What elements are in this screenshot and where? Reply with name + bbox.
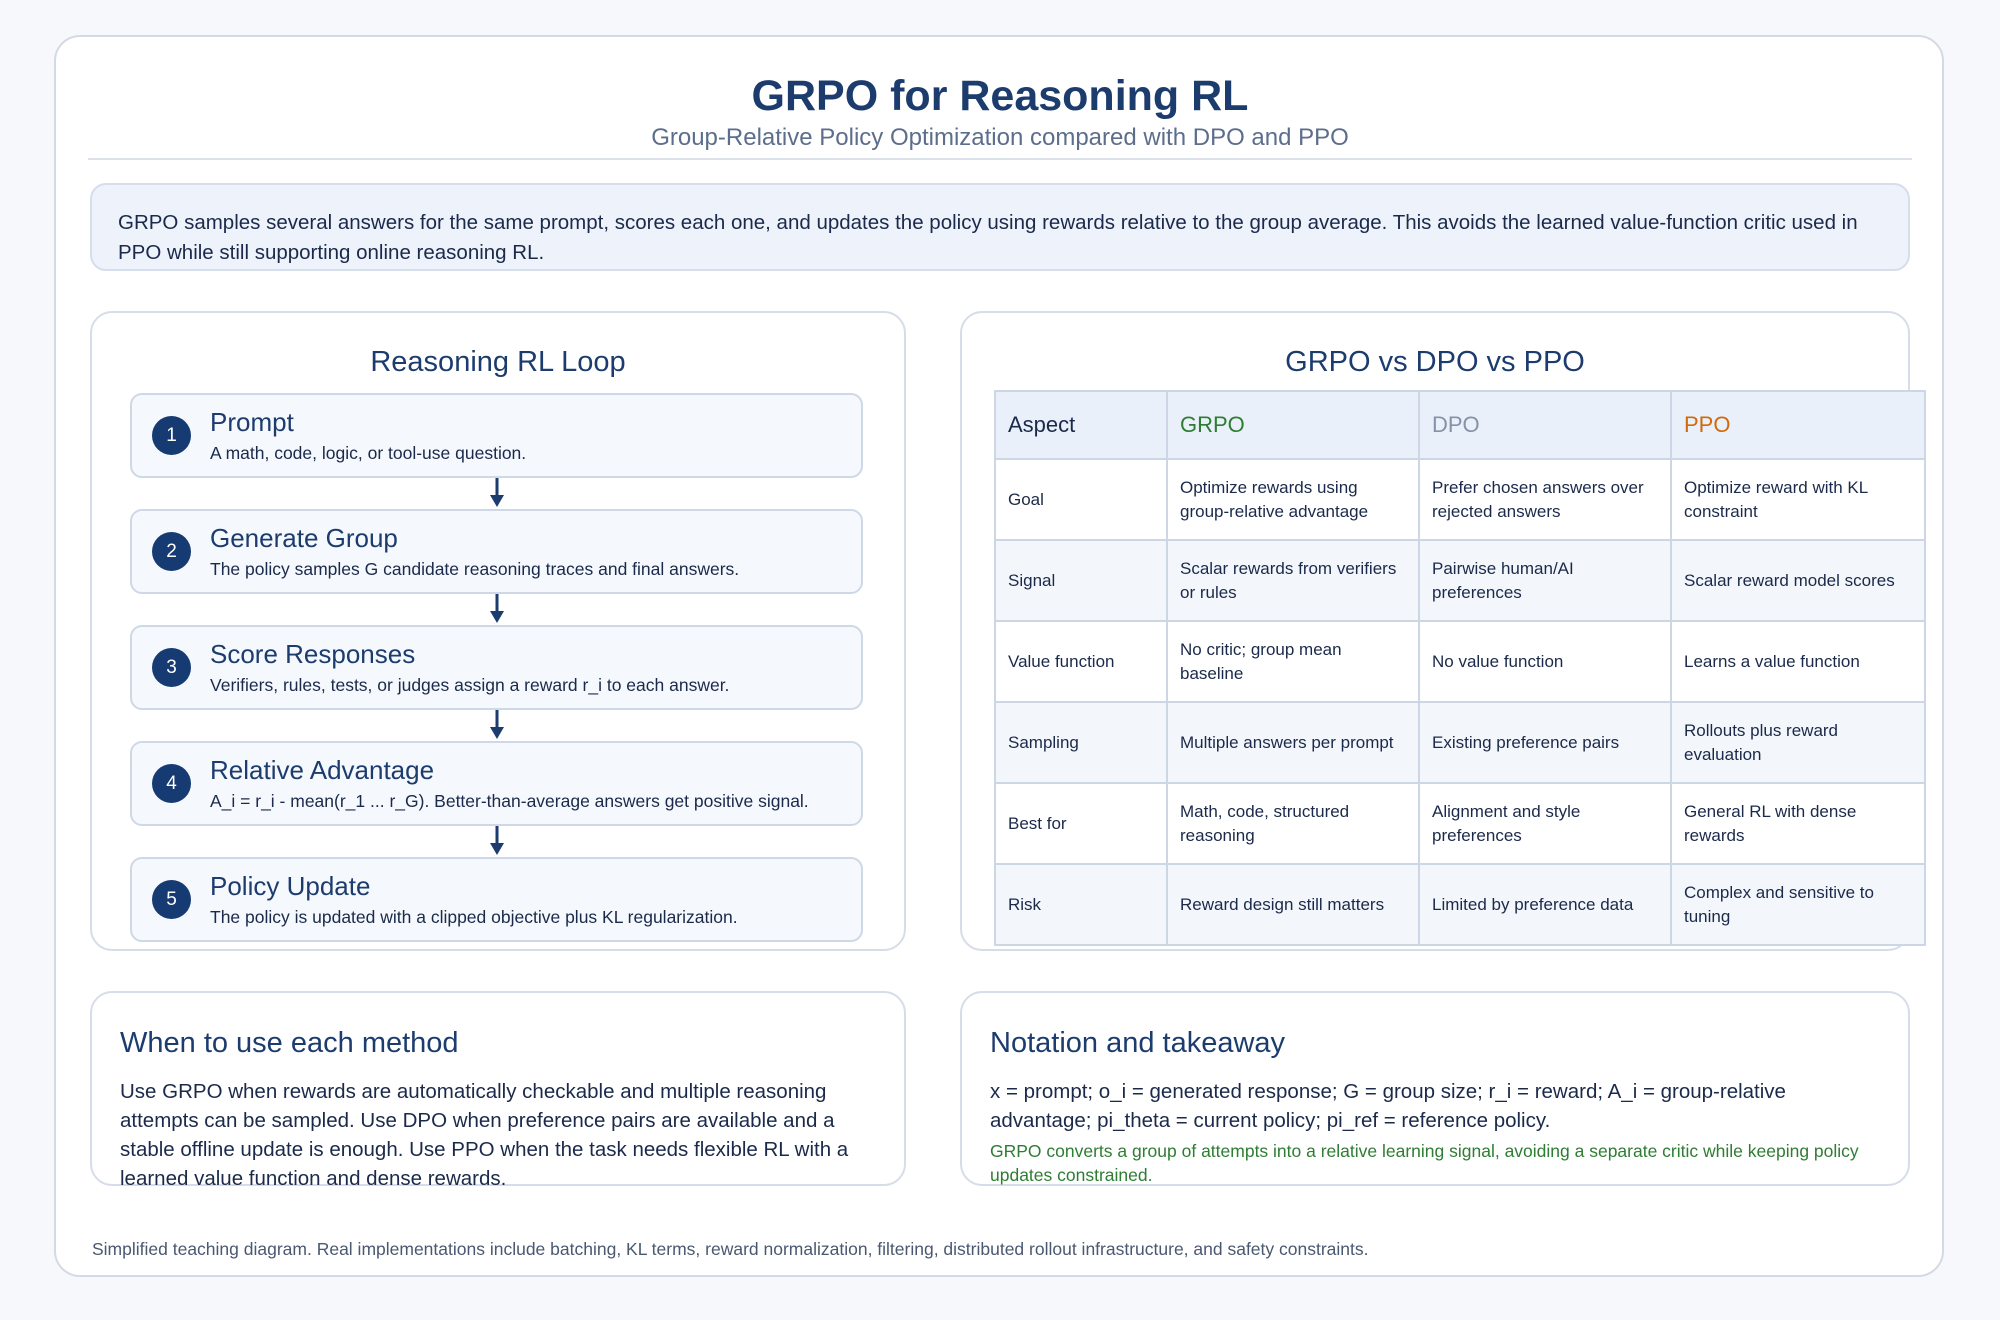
dpo-cell: Pairwise human/AI preferences [1419, 540, 1671, 621]
notation-body: x = prompt; o_i = generated response; G = group size; r_i = reward; A_i = group-relative advantage; pi_theta = current policy; pi_ref = reference policy. [990, 1080, 1786, 1132]
step-title: Generate Group [210, 523, 398, 553]
step-title: Relative Advantage [210, 755, 435, 785]
comparison-title: GRPO vs DPO vs PPO [1285, 346, 1585, 378]
aspect-cell: Sampling [995, 702, 1167, 783]
when-to-use-title: When to use each method [120, 1027, 459, 1059]
step-description: A_i = r_i - mean(r_1 ... r_G). Better-than-average answers get positive signal. [210, 791, 809, 811]
dpo-cell: Existing preference pairs [1419, 702, 1671, 783]
footer-note: Simplified teaching diagram. Real implementations include batching, KL terms, reward normalization, filtering, distributed rollout infrastructure, and safety constraints. [92, 1239, 1369, 1259]
header-aspect: Aspect [995, 391, 1167, 459]
table-header-row [995, 391, 1925, 459]
loop-title: Reasoning RL Loop [370, 346, 626, 378]
ppo-cell: Optimize reward with KL constraint [1671, 459, 1925, 540]
step-description: A math, code, logic, or tool-use question. [210, 443, 527, 463]
loop-step-generate-group [130, 509, 863, 594]
table-row [995, 621, 1925, 702]
aspect-cell: Risk [995, 864, 1167, 945]
dpo-cell: No value function [1419, 621, 1671, 702]
step-number: 2 [152, 532, 191, 571]
step-description: Verifiers, rules, tests, or judges assign a reward r_i to each answer. [210, 675, 730, 695]
step-number: 4 [152, 764, 191, 803]
dpo-cell: Prefer chosen answers over rejected answers [1419, 459, 1671, 540]
dpo-cell: Alignment and style preferences [1419, 783, 1671, 864]
dpo-cell: Limited by preference data [1419, 864, 1671, 945]
loop-step-score-responses [130, 625, 863, 710]
down-arrow-icon [489, 478, 505, 508]
step-number: 3 [152, 648, 191, 687]
when-to-use-body: Use GRPO when rewards are automatically checkable and multiple reasoning attempts can be sampled. Use DPO when preference pairs are available and a stable offline update is enough. Use PPO when the task needs flexible RL with a learned value function and dense rewards. [120, 1080, 849, 1190]
step-number: 1 [152, 416, 191, 455]
loop-step-prompt [130, 393, 863, 478]
aspect-cell: Goal [995, 459, 1167, 540]
ppo-cell: General RL with dense rewards [1671, 783, 1925, 864]
header-dpo: DPO [1419, 391, 1671, 459]
aspect-cell: Best for [995, 783, 1167, 864]
loop-step-policy-update [130, 857, 863, 942]
table-row [995, 783, 1925, 864]
ppo-cell: Rollouts plus reward evaluation [1671, 702, 1925, 783]
table-row [995, 540, 1925, 621]
step-title: Policy Update [210, 871, 371, 901]
grpo-cell: Reward design still matters [1167, 864, 1419, 945]
page-subtitle: Group-Relative Policy Optimization compared with DPO and PPO [651, 124, 1349, 151]
table-row [995, 864, 1925, 945]
notation-panel [960, 991, 1910, 1186]
grpo-cell: Scalar rewards from verifiers or rules [1167, 540, 1419, 621]
table-row [995, 702, 1925, 783]
step-number: 5 [152, 880, 191, 919]
step-description: The policy is updated with a clipped objective plus KL regularization. [210, 907, 738, 927]
down-arrow-icon [489, 826, 505, 856]
loop-step-relative-advantage [130, 741, 863, 826]
intro-box: GRPO samples several answers for the same prompt, scores each one, and updates the policy using rewards relative to the group average. This avoids the learned value-function critic used in PPO while still supporting online reasoning RL. [90, 183, 1910, 271]
ppo-cell: Scalar reward model scores [1671, 540, 1925, 621]
step-title: Score Responses [210, 639, 416, 669]
comparison-table [994, 390, 1926, 946]
grpo-cell: Multiple answers per prompt [1167, 702, 1419, 783]
page-title: GRPO for Reasoning RL [751, 72, 1249, 120]
grpo-cell: No critic; group mean baseline [1167, 621, 1419, 702]
down-arrow-icon [489, 594, 505, 624]
header-ppo: PPO [1671, 391, 1925, 459]
grpo-cell: Math, code, structured reasoning [1167, 783, 1419, 864]
step-description: The policy samples G candidate reasoning traces and final answers. [210, 559, 740, 579]
down-arrow-icon [489, 710, 505, 740]
takeaway-text: GRPO converts a group of attempts into a relative learning signal, avoiding a separate critic while keeping policy updates constrained. [990, 1141, 1859, 1185]
ppo-cell: Learns a value function [1671, 621, 1925, 702]
notation-title: Notation and takeaway [990, 1027, 1286, 1059]
step-title: Prompt [210, 407, 294, 437]
when-to-use-panel [90, 991, 906, 1190]
grpo-cell: Optimize rewards using group-relative advantage [1167, 459, 1419, 540]
aspect-cell: Signal [995, 540, 1167, 621]
ppo-cell: Complex and sensitive to tuning [1671, 864, 1925, 945]
title-divider [88, 158, 1912, 160]
table-row [995, 459, 1925, 540]
aspect-cell: Value function [995, 621, 1167, 702]
header-grpo: GRPO [1167, 391, 1419, 459]
